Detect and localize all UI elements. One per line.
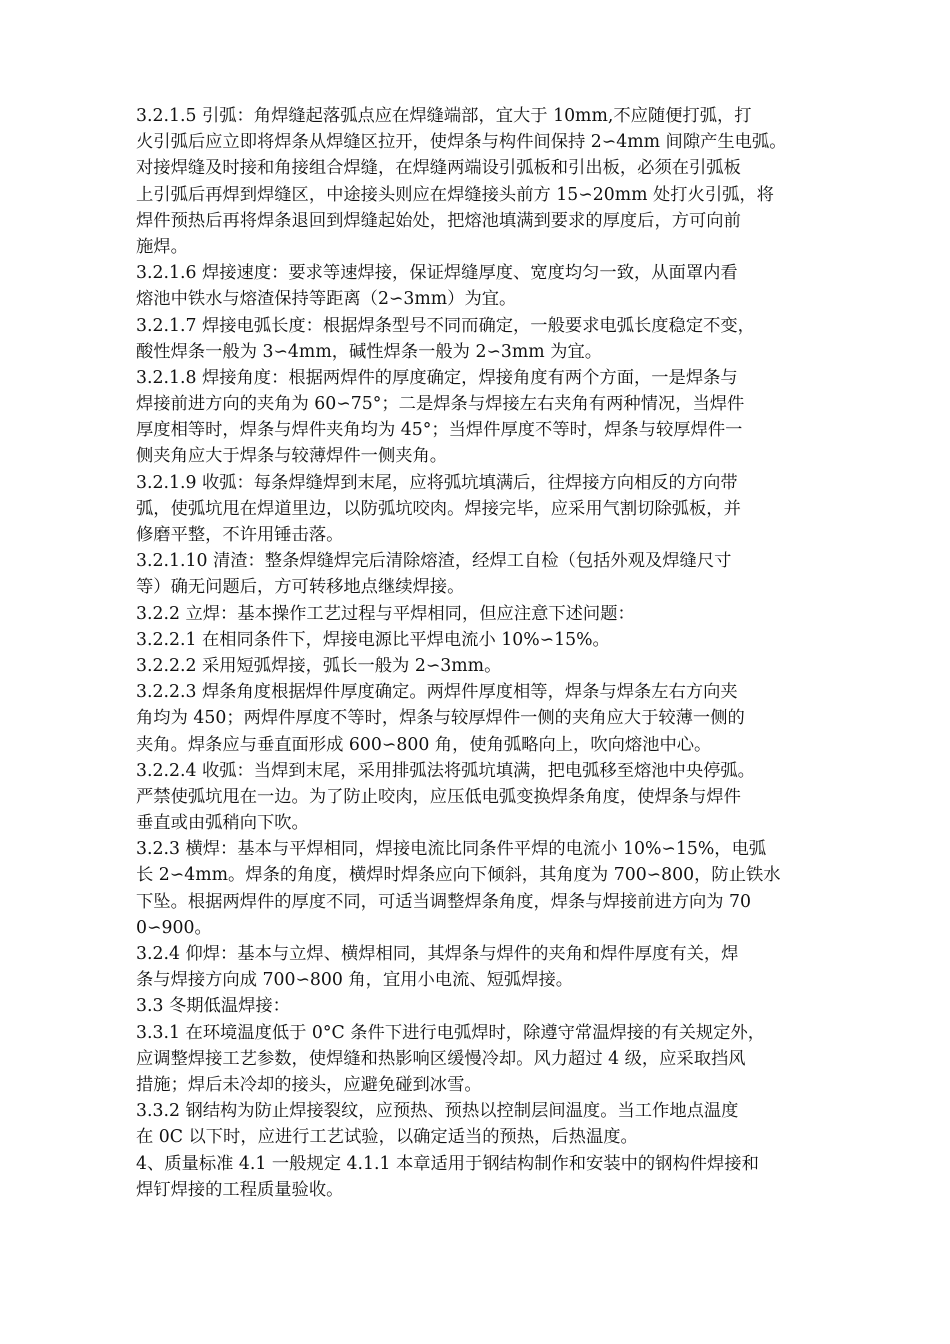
text-line: 3.2.2 立焊：基本操作工艺过程与平焊相同，但应注意下述问题： — [136, 603, 635, 624]
text-line: 3.3.2 钢结构为防止焊接裂纹，应预热、预热以控制层间温度。当工作地点温度 — [136, 1101, 739, 1122]
text-line: 弧，使弧坑甩在焊道里边，以防弧坑咬肉。焊接完毕，应采用气割切除弧板，并 — [136, 498, 741, 519]
text-line: 3.2.2.1 在相同条件下，焊接电源比平焊电流小 10%∽15%。 — [136, 629, 610, 650]
text-line: 3.2.1.9 收弧：每条焊缝焊到末尾，应将弧坑填满后，往焊接方向相反的方向带 — [136, 472, 738, 493]
text-line: 夹角。焊条应与垂直面形成 600∽800 角，使角弧略向上，吹向熔池中心。 — [136, 734, 712, 755]
text-line: 修磨平整，不许用锤击落。 — [136, 525, 344, 545]
text-line: 在 0C 以下时，应进行工艺试验，以确定适当的预热，后热温度。 — [136, 1127, 638, 1148]
text-line: 3.2.3 横焊：基本与平焊相同，焊接电流比同条件平焊的电流小 10%∽15%，电弧 — [136, 839, 767, 860]
text-line: 下坠。根据两焊件的厚度不同，可适当调整焊条角度，焊条与焊接前进方向为 70 — [136, 891, 752, 912]
text-line: 厚度相等时，焊条与焊件夹角均为 45°；当焊件厚度不等时，焊条与较厚焊件一 — [136, 420, 743, 441]
text-line: 3.2.2.4 收弧：当焊到末尾，采用排弧法将弧坑填满，把电弧移至熔池中央停弧。 — [136, 760, 755, 781]
text-line: 应调整焊接工艺参数，使焊缝和热影响区缓慢冷却。风力超过 4 级，应采取挡风 — [136, 1048, 746, 1069]
text-line: 4、质量标准 4.1 一般规定 4.1.1 本章适用于钢结构制作和安装中的钢构件焊接和 — [136, 1153, 759, 1174]
text-line: 火引弧后应立即将焊条从焊缝区拉开，使焊条与构件间保持 2∽4mm 间隙产生电弧。 — [136, 132, 787, 153]
text-line: 上引弧后再焊到焊缝区，中途接头则应在焊缝接头前方 15∽20mm 处打火引弧，将 — [136, 184, 774, 205]
text-line: 酸性焊条一般为 3∽4mm，碱性焊条一般为 2∽3mm 为宜。 — [136, 341, 603, 362]
text-line: 3.2.4 仰焊：基本与立焊、横焊相同，其焊条与焊件的夹角和焊件厚度有关，焊 — [136, 944, 739, 964]
text-line: 熔池中铁水与熔渣保持等距离（2∽3mm）为宜。 — [136, 289, 517, 310]
text-line: 3.3.1 在环境温度低于 0°C 条件下进行电弧焊时，除遵守常温焊接的有关规定外， — [136, 1022, 766, 1043]
text-line: 3.2.1.7 焊接电弧长度：根据焊条型号不同而确定，一般要求电弧长度稳定不变， — [136, 315, 755, 336]
text-line: 垂直或由弧稍向下吹。 — [136, 813, 309, 834]
text-line: 3.2.2.2 采用短弧焊接，弧长一般为 2∽3mm。 — [136, 655, 502, 676]
text-line: 焊件预热后再将焊条退回到焊缝起始处，把熔池填满到要求的厚度后，方可向前 — [136, 210, 741, 231]
text-line: 3.2.1.10 清渣：整条焊缝焊完后清除熔渣，经焊工自检（包括外观及焊缝尺寸 — [136, 551, 732, 572]
text-line: 焊接前进方向的夹角为 60∽75°；二是焊条与焊接左右夹角有两种情况，当焊件 — [136, 394, 745, 415]
text-line: 3.2.1.8 焊接角度：根据两焊件的厚度确定，焊接角度有两个方面，一是焊条与 — [136, 367, 738, 388]
text-line: 3.2.1.5 引弧：角焊缝起落弧点应在焊缝端部，宜大于 10mm,不应随便打弧，打 — [136, 106, 752, 126]
text-line: 严禁使弧坑甩在一边。为了防止咬肉，应压低电弧变换焊条角度，使焊条与焊件 — [136, 786, 741, 807]
text-line: 对接焊缝及时接和角接组合焊缝，在焊缝两端设引弧板和引出板，必须在引弧板 — [136, 158, 741, 179]
text-line: 角均为 450；两焊件厚度不等时，焊条与较厚焊件一侧的夹角应大于较薄一侧的 — [136, 708, 745, 729]
text-line: 3.2.1.6 焊接速度：要求等速焊接，保证焊缝厚度、宽度均匀一致，从面罩内看 — [136, 263, 738, 284]
text-line: 3.2.2.3 焊条角度根据焊件厚度确定。两焊件厚度相等，焊条与焊条左右方向夹 — [136, 682, 738, 703]
text-line: 侧夹角应大于焊条与较薄焊件一侧夹角。 — [136, 446, 448, 467]
text-line: 施焊。 — [136, 236, 188, 257]
text-line: 等）确无问题后，方可转移地点继续焊接。 — [136, 577, 465, 598]
text-line: 条与焊接方向成 700∽800 角，宜用小电流、短弧焊接。 — [136, 970, 574, 991]
text-line: 3.3 冬期低温焊接： — [136, 996, 290, 1017]
text-line: 0∽900。 — [136, 917, 212, 938]
text-line: 长 2∽4mm。焊条的角度，横焊时焊条应向下倾斜，其角度为 700∽800，防止铁水 — [136, 865, 781, 886]
text-line: 焊钉焊接的工程质量验收。 — [136, 1179, 344, 1200]
document-body — [136, 103, 826, 1203]
text-line: 措施；焊后未冷却的接头，应避免碰到冰雪。 — [136, 1074, 482, 1095]
